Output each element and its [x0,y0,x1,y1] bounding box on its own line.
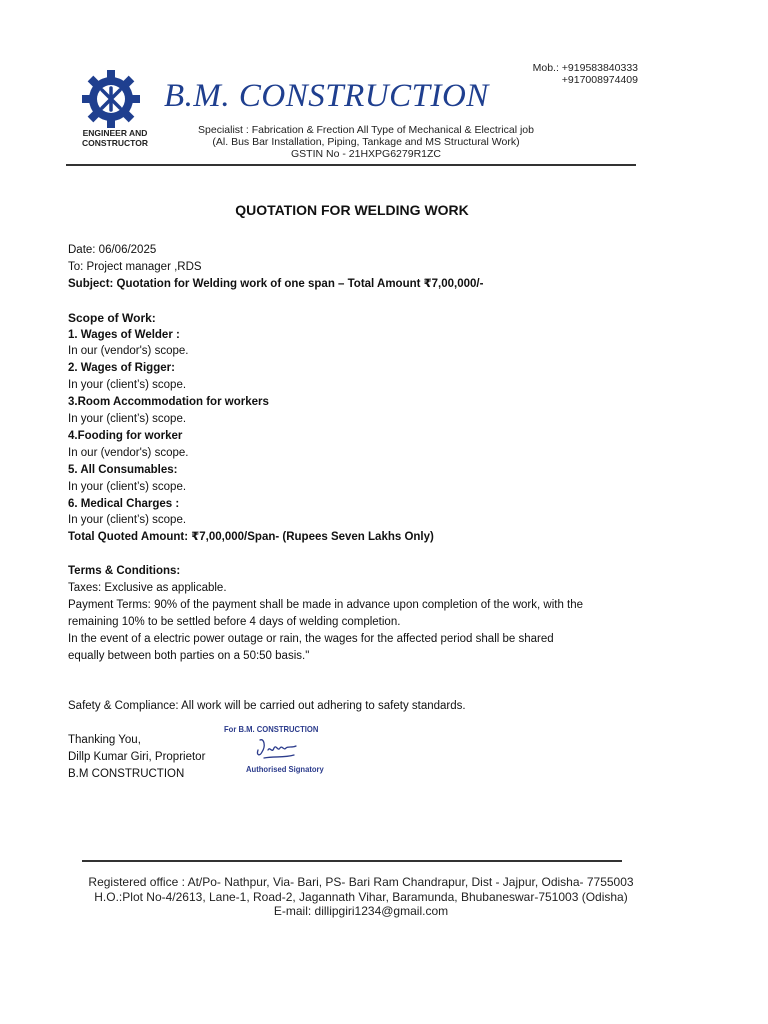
scope-item-detail: In your (client’s) scope. [68,413,187,426]
company-name: B.M. CONSTRUCTION [164,78,489,114]
document-body [68,242,648,715]
gear-logo-icon [80,68,142,130]
date-line: Date: 06/06/2025 [68,244,157,256]
scope-item-heading: 3.Room Accommodation for workers [68,396,269,409]
scope-item-detail: In our (vendor's) scope. [68,446,189,459]
total-amount: Total Quoted Amount: ₹7,00,000/Span- (Rupees Seven Lakhs Only) [68,531,434,544]
logo-caption [70,128,160,148]
registered-office: Registered office : At/Po- Nathpur, Via- Bari, PS- Bari Ram Chandrapur, Dist - Jajpur, Odisha- 7755003 [88,875,634,889]
scope-item-heading: 2. Wages of Rigger: [68,362,175,375]
specialist-line-2: (Al. Bus Bar Installation, Piping, Tankage and MS Structural Work) [212,136,520,148]
mobile-2: +917008974409 [561,74,638,86]
terms-heading: Terms & Conditions: [68,565,181,578]
logo-caption-line-2: CONSTRUCTOR [82,138,148,148]
signoff [68,730,205,784]
power-outage-line-2: equally between both parties on a 50:50 basis." [68,649,310,662]
company-sign-line: B.M CONSTRUCTION [68,768,185,780]
scope-item-heading: 1. Wages of Welder : [68,328,180,341]
mobile-1: Mob.: +919583840333 [532,62,638,74]
specialist-info [166,124,566,160]
scope-item-detail: In your (client’s) scope. [68,514,187,527]
email-line: E-mail: dillipgiri1234@gmail.com [273,904,449,918]
stamp-bottom-text: Authorised Signatory [246,764,324,774]
scope-item-detail: In your (client’s) scope. [68,480,187,493]
handwritten-signature-icon [252,736,302,762]
company-stamp [222,716,332,778]
scope-item-heading: 5. All Consumables: [68,463,178,476]
gstin: GSTIN No - 21HXPG6279R1ZC [291,148,441,160]
letterhead [66,58,638,170]
safety-line: Safety & Compliance: All work will be carried out adhering to safety standards. [68,699,466,712]
payment-terms-line-1: Payment Terms: 90% of the payment shall be made in advance upon completion of the work, with the [68,599,584,611]
scope-heading: Scope of Work: [68,310,156,325]
scope-item-heading: 4.Fooding for worker [68,429,183,442]
power-outage-line-1: In the event of a electric power outage or rain, the wages for the affected period shall be shared [68,632,554,645]
taxes-line: Taxes: Exclusive as applicable. [68,582,227,595]
logo-caption-line-1: ENGINEER AND [82,128,148,138]
scope-item-detail: In your (client’s) scope. [68,379,187,392]
footer-divider [82,860,622,862]
subject-line: Subject: Quotation for Welding work of one span – Total Amount ₹7,00,000/- [68,277,484,290]
stamp-top-text: For B.M. CONSTRUCTION [224,724,319,734]
head-office: H.O.:Plot No-4/2613, Lane-1, Road-2, Jagannath Vihar, Baramunda, Bhubaneswar-751003 (Odisha) [94,889,628,904]
thanking-line: Thanking You, [68,734,141,746]
header-divider [66,164,636,166]
payment-terms-line-2: remaining 10% to be settled before 4 days of welding completion. [68,615,401,628]
document-title: QUOTATION FOR WELDING WORK [235,202,469,218]
to-line: To: Project manager ,RDS [68,260,202,273]
scope-item-heading: 6. Medical Charges : [68,497,180,510]
specialist-line-1: Specialist : Fabrication & Frection All Type of Mechanical & Electrical job [198,124,534,136]
scope-item-detail: In our (vendor's) scope. [68,345,189,358]
signatory-line: Dillp Kumar Giri, Proprietor [68,751,206,763]
mobile-numbers [533,62,638,86]
footer-address [66,875,656,919]
